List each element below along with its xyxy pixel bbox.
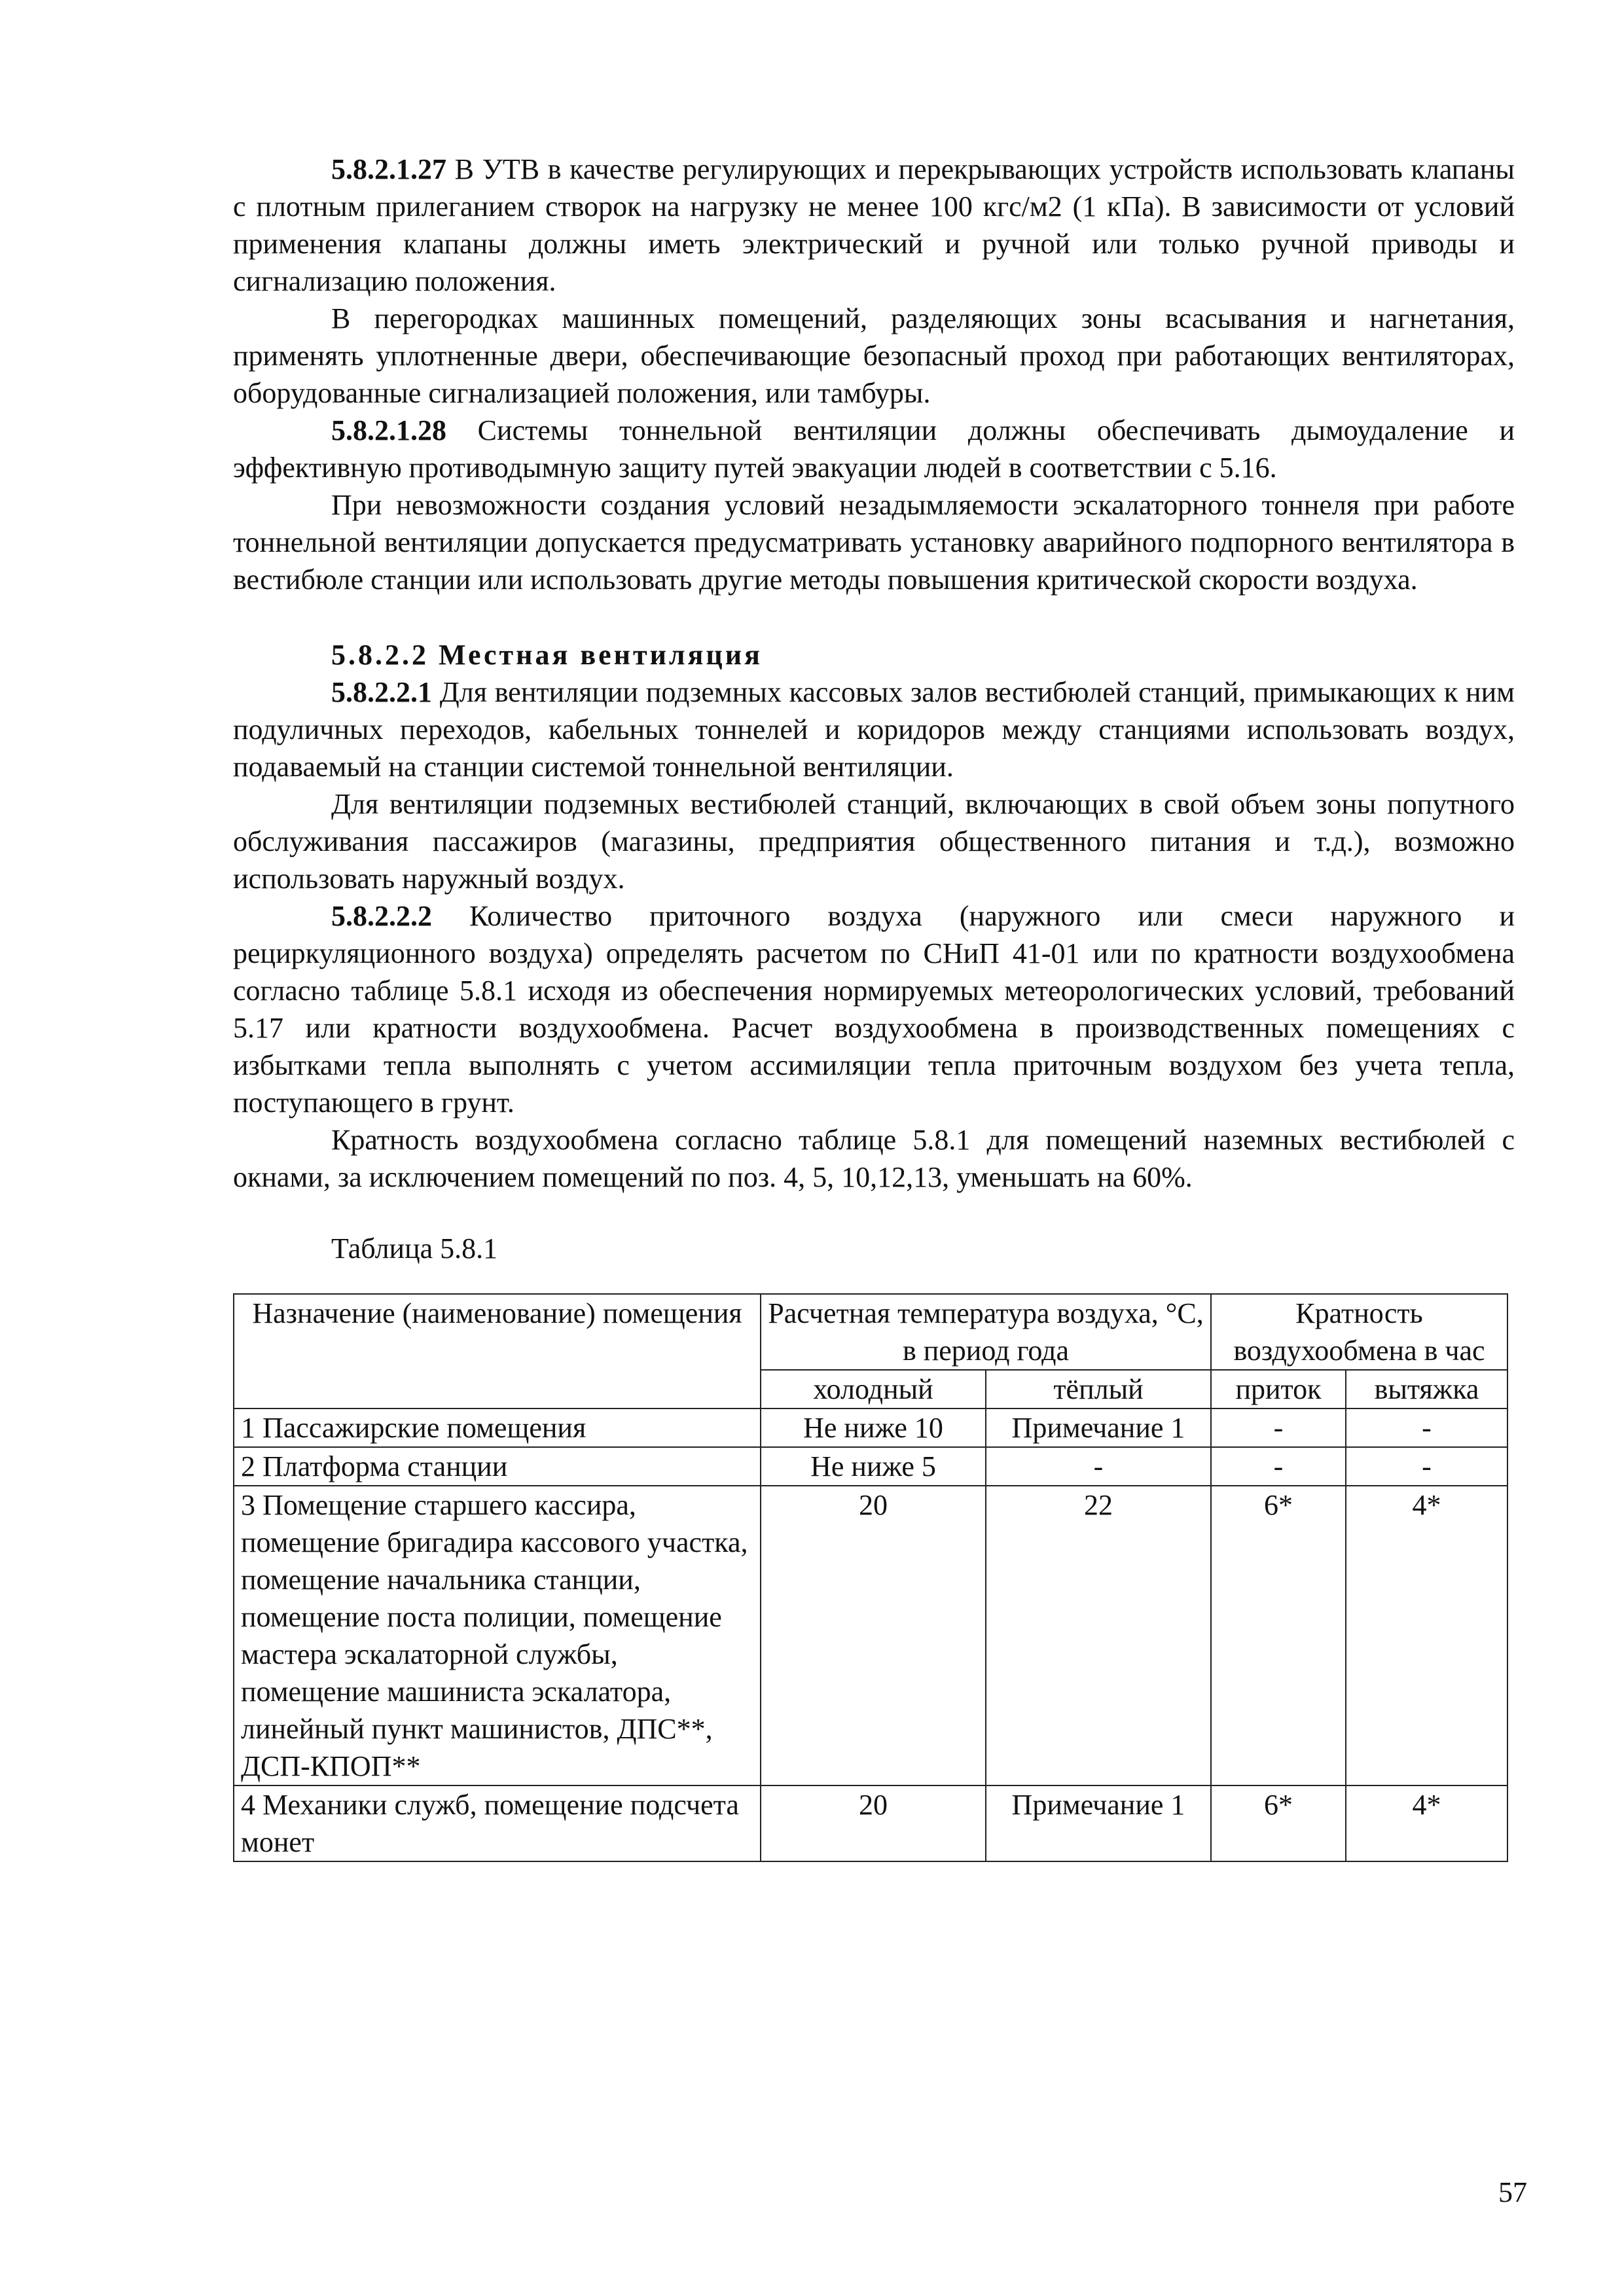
header-cold: холодный bbox=[761, 1370, 986, 1408]
cell-supply: 6* bbox=[1211, 1486, 1346, 1785]
clause-number: 5.8.2.2.2 bbox=[331, 900, 432, 932]
paragraph-5-8-2-1-27 bbox=[233, 151, 1515, 300]
section-gap bbox=[233, 598, 1515, 636]
cell-supply: 6* bbox=[1211, 1785, 1346, 1861]
cell-warm: Примечание 1 bbox=[986, 1408, 1211, 1447]
cell-supply: - bbox=[1211, 1408, 1346, 1447]
cell-exhaust: - bbox=[1346, 1408, 1507, 1447]
table-row bbox=[234, 1408, 1507, 1447]
header-supply: приток bbox=[1211, 1370, 1346, 1408]
page-number: 57 bbox=[1498, 2176, 1527, 2208]
paragraph-air-exchange-rate: Кратность воздухообмена согласно таблице 5.8.1 для помещений наземных вестибюлей с окнами, за исключением помещений по поз. 4, 5, 10,12,13, уменьшать на 60%. bbox=[233, 1124, 1515, 1193]
cell-warm: 22 bbox=[986, 1486, 1211, 1785]
cell-room-name: 2 Платформа станции bbox=[234, 1447, 761, 1486]
cell-cold: Не ниже 10 bbox=[761, 1408, 986, 1447]
header-air-exchange: Кратность воздухообмена в час bbox=[1211, 1294, 1507, 1370]
cell-exhaust: 4* bbox=[1346, 1785, 1507, 1861]
cell-exhaust: - bbox=[1346, 1447, 1507, 1486]
header-temperature: Расчетная температура воздуха, °С, в период года bbox=[761, 1294, 1211, 1370]
cell-supply: - bbox=[1211, 1447, 1346, 1486]
cell-cold: 20 bbox=[761, 1486, 986, 1785]
cell-room-name: 4 Механики служб, помещение подсчета монет bbox=[234, 1785, 761, 1861]
cell-warm: - bbox=[986, 1447, 1211, 1486]
section-heading: 5.8.2.2 Местная вентиляция bbox=[331, 639, 763, 671]
paragraph-partitions: В перегородках машинных помещений, разделяющих зоны всасывания и нагнетания, применять уплотненные двери, обеспечивающие безопасный проход при работающих вентиляторах, оборудованные сигнализацией положения, или тамбуры. bbox=[233, 302, 1515, 409]
paragraph-text: Для вентиляции подземных кассовых залов вестибюлей станций, примыкающих к ним подуличных переходов, кабельных тоннелей и коридоров между станциями использовать воздух, подаваемый на станции системой тоннельной вентиляции. bbox=[233, 676, 1515, 783]
paragraph-underground-vestibules: Для вентиляции подземных вестибюлей станций, включающих в свой объем зоны попутного обслуживания пассажиров (магазины, предприятия общественного питания и т.д.), возможно использовать наружный воздух. bbox=[233, 788, 1515, 895]
cell-room-name: 1 Пассажирские помещения bbox=[234, 1408, 761, 1447]
paragraph-text: В УТВ в качестве регулирующих и перекрывающих устройств использовать клапаны с плотным прилеганием створок на нагрузку не менее 100 кгс/м2 (1 кПа). В зависимости от условий применения клапаны должны иметь электрический и ручной или только ручной приводы и сигнализацию положения. bbox=[233, 153, 1515, 297]
paragraph-5-8-2-2-1 bbox=[233, 673, 1515, 785]
paragraph-5-8-2-2-2 bbox=[233, 897, 1515, 1121]
ventilation-table bbox=[233, 1293, 1508, 1862]
paragraph-escalator-tunnel: При невозможности создания условий незадымляемости эскалаторного тоннеля при работе тоннельной вентиляции допускается предусматривать установку аварийного подпорного вентилятора в вестибюле станции или использовать другие методы повышения критической скорости воздуха. bbox=[233, 489, 1515, 596]
paragraph-text: Системы тоннельной вентиляции должны обеспечивать дымоудаление и эффективную противодымную защиту путей эвакуации людей в соответствии с 5.16. bbox=[233, 414, 1515, 484]
header-warm: тёплый bbox=[986, 1370, 1211, 1408]
table-row bbox=[234, 1486, 1507, 1785]
clause-number: 5.8.2.1.27 bbox=[331, 153, 446, 185]
cell-cold: Не ниже 5 bbox=[761, 1447, 986, 1486]
table-row bbox=[234, 1785, 1507, 1861]
header-room-name: Назначение (наименование) помещения bbox=[234, 1294, 761, 1408]
cell-room-name: 3 Помещение старшего кассира, помещение бригадира кассового участка, помещение начальника станции, помещение поста полиции, помещение мастера эскалаторной службы, помещение машиниста эскалатора, линейный пункт машинистов, ДПС**, ДСП-КПОП** bbox=[234, 1486, 761, 1785]
table-caption: Таблица 5.8.1 bbox=[331, 1232, 498, 1265]
cell-cold: 20 bbox=[761, 1785, 986, 1861]
header-exhaust: вытяжка bbox=[1346, 1370, 1507, 1408]
cell-warm: Примечание 1 bbox=[986, 1785, 1211, 1861]
paragraph-5-8-2-1-28 bbox=[233, 412, 1515, 486]
clause-number: 5.8.2.1.28 bbox=[331, 414, 446, 446]
clause-number: 5.8.2.2.1 bbox=[331, 676, 432, 708]
table-row bbox=[234, 1447, 1507, 1486]
paragraph-text: Количество приточного воздуха (наружного или смеси наружного и рециркуляционного воздуха) определять расчетом по СНиП 41-01 или по кратности воздухообмена согласно таблице 5.8.1 исходя из обеспечения нормируемых метеорологических условий, требований 5.17 или кратности воздухообмена. Расчет воздухообмена в производственных помещениях с избытками тепла выполнять с учетом ассимиляции тепла приточным воздухом без учета тепла, поступающего в грунт. bbox=[233, 900, 1515, 1119]
cell-exhaust: 4* bbox=[1346, 1486, 1507, 1785]
document-page bbox=[233, 151, 1515, 1862]
